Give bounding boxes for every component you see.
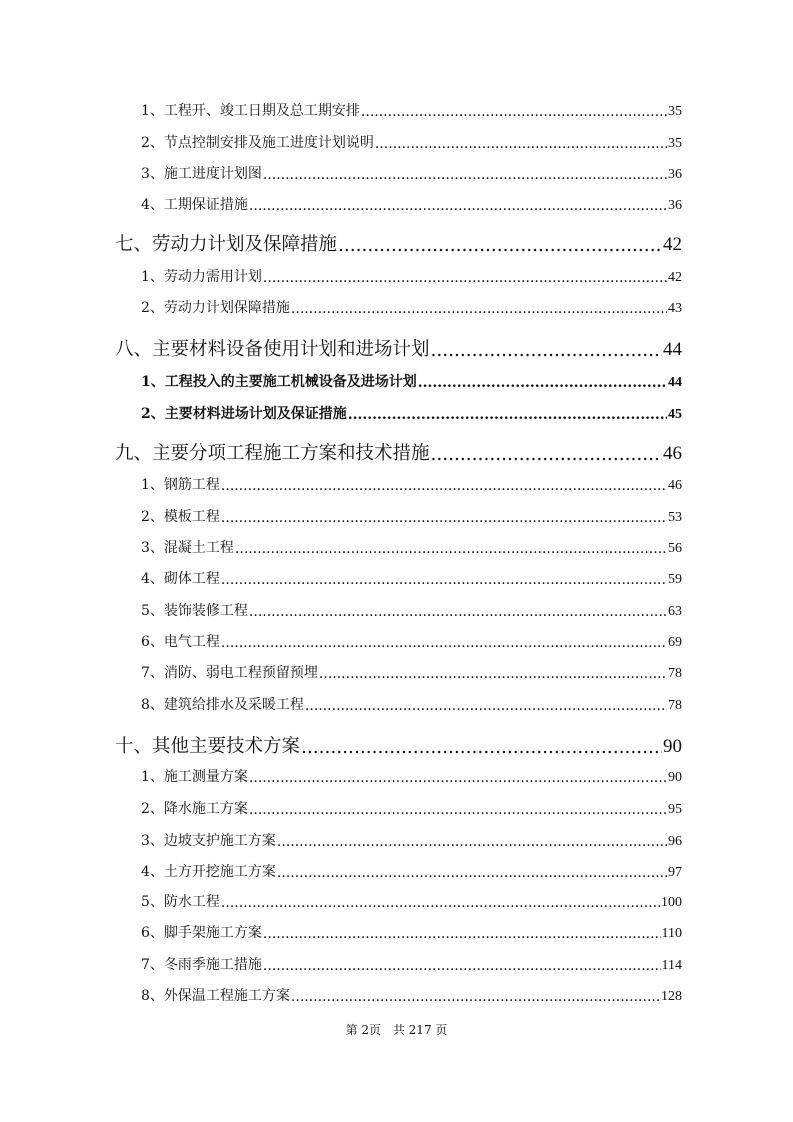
toc-entry-page-number: 44 (663, 339, 682, 360)
toc-entry-page-number: 36 (668, 198, 682, 213)
page-number: 第 2页 (345, 1023, 382, 1037)
toc-entry-title: 九、主要分项工程施工方案和技术措施 (115, 443, 430, 464)
toc-entry-title: 2、节点控制安排及施工进度计划说明 (141, 135, 374, 151)
dot-leader (277, 834, 667, 850)
toc-section-entry[interactable] (141, 660, 682, 682)
toc-entry-title: 4、土方开挖施工方案 (141, 864, 276, 880)
dot-leader (431, 340, 662, 361)
dot-leader (431, 444, 662, 465)
toc-entry-page-number: 100 (661, 895, 682, 910)
toc-entry-title: 5、装饰装修工程 (141, 603, 248, 619)
toc-section-entry[interactable] (141, 295, 682, 317)
toc-section-entry[interactable] (141, 952, 682, 974)
toc-section-entry[interactable] (141, 566, 682, 588)
toc-entry-page-number: 45 (668, 407, 682, 422)
toc-section-entry[interactable] (141, 920, 682, 942)
toc-entry-page-number: 36 (668, 167, 682, 182)
dot-leader (263, 270, 667, 286)
toc-entry-page-number: 63 (668, 604, 682, 619)
toc-chapter-entry[interactable] (115, 728, 682, 758)
toc-entry-page-number: 56 (668, 541, 682, 556)
dot-leader (221, 572, 667, 588)
toc-section-entry[interactable] (141, 98, 682, 120)
toc-entry-page-number: 96 (668, 834, 682, 849)
toc-entry-page-number: 35 (668, 136, 682, 151)
toc-section-entry[interactable] (141, 828, 682, 850)
toc-chapter-entry[interactable] (115, 226, 682, 256)
toc-entry-title: 1、施工测量方案 (141, 769, 248, 785)
dot-leader (221, 635, 667, 651)
toc-chapter-entry[interactable] (115, 331, 682, 361)
page-footer (0, 1021, 793, 1038)
toc-section-entry[interactable] (141, 130, 682, 152)
dot-leader (263, 167, 667, 183)
toc-entry-title: 1、工程开、竣工日期及总工期安排 (141, 103, 360, 119)
toc-entry-title: 4、工期保证措施 (141, 197, 248, 213)
toc-section-entry[interactable] (141, 401, 682, 423)
toc-entry-title: 6、电气工程 (141, 634, 220, 650)
toc-section-entry[interactable] (141, 598, 682, 620)
dot-leader (375, 136, 667, 152)
toc-section-entry[interactable] (141, 264, 682, 286)
dot-leader (301, 737, 662, 758)
toc-chapter-entry[interactable] (115, 435, 682, 465)
toc-entry-page-number: 44 (668, 375, 682, 390)
toc-section-entry[interactable] (141, 369, 682, 391)
toc-entry-page-number: 90 (668, 770, 682, 785)
toc-entry-title: 2、劳动力计划保障措施 (141, 300, 290, 316)
toc-entry-page-number: 97 (668, 865, 682, 880)
toc-entry-page-number: 114 (661, 958, 682, 973)
dot-leader (319, 666, 667, 682)
toc-section-entry[interactable] (141, 692, 682, 714)
dot-leader (221, 510, 667, 526)
toc-entry-title: 5、防水工程 (141, 894, 220, 910)
toc-entry-title: 1、工程投入的主要施工机械设备及进场计划 (141, 374, 417, 390)
dot-leader (348, 407, 667, 423)
dot-leader (291, 989, 660, 1005)
dot-leader (221, 895, 660, 911)
toc-entry-page-number: 78 (668, 698, 682, 713)
toc-entry-title: 7、冬雨季施工措施 (141, 957, 262, 973)
toc-entry-page-number: 46 (668, 478, 682, 493)
toc-entry-page-number: 78 (668, 666, 682, 681)
toc-entry-title: 4、砌体工程 (141, 571, 220, 587)
dot-leader (221, 478, 667, 494)
toc-entry-title: 7、消防、弱电工程预留预埋 (141, 665, 318, 681)
toc-section-entry[interactable] (141, 192, 682, 214)
toc-entry-page-number: 95 (668, 802, 682, 817)
toc-entry-title: 八、主要材料设备使用计划和进场计划 (115, 339, 430, 360)
dot-leader (249, 770, 667, 786)
page-total: 共 217 页 (392, 1023, 448, 1037)
toc-entry-page-number: 42 (668, 270, 682, 285)
dot-leader (305, 698, 667, 714)
toc-section-entry[interactable] (141, 889, 682, 911)
toc-entry-title: 1、劳动力需用计划 (141, 269, 262, 285)
dot-leader (263, 958, 661, 974)
dot-leader (249, 802, 667, 818)
toc-entry-title: 8、建筑给排水及采暖工程 (141, 697, 304, 713)
toc-section-entry[interactable] (141, 983, 682, 1005)
toc-entry-title: 8、外保温工程施工方案 (141, 988, 290, 1004)
toc-section-entry[interactable] (141, 472, 682, 494)
toc-section-entry[interactable] (141, 859, 682, 881)
toc-entry-page-number: 128 (661, 989, 682, 1004)
toc-entry-title: 2、模板工程 (141, 509, 220, 525)
toc-entry-page-number: 90 (663, 736, 682, 757)
dot-leader (249, 604, 667, 620)
toc-section-entry[interactable] (141, 629, 682, 651)
dot-leader (291, 301, 667, 317)
toc-entry-page-number: 53 (668, 510, 682, 525)
toc-section-entry[interactable] (141, 504, 682, 526)
dot-leader (338, 235, 662, 256)
toc-entry-title: 十、其他主要技术方案 (115, 736, 301, 757)
dot-leader (361, 104, 667, 120)
dot-leader (235, 541, 667, 557)
toc-section-entry[interactable] (141, 796, 682, 818)
toc-entry-page-number: 35 (668, 104, 682, 119)
toc-entry-page-number: 46 (663, 443, 682, 464)
toc-entry-title: 3、施工进度计划图 (141, 166, 262, 182)
toc-entry-page-number: 110 (661, 926, 682, 941)
toc-entry-title: 3、边坡支护施工方案 (141, 833, 276, 849)
dot-leader (249, 198, 667, 214)
toc-section-entry[interactable] (141, 535, 682, 557)
toc-entry-page-number: 43 (668, 301, 682, 316)
dot-leader (263, 926, 661, 942)
toc-entry-page-number: 69 (668, 635, 682, 650)
dot-leader (418, 375, 667, 391)
toc-entry-title: 1、钢筋工程 (141, 477, 220, 493)
toc-section-entry[interactable] (141, 764, 682, 786)
toc-entry-title: 七、劳动力计划及保障措施 (115, 234, 338, 255)
toc-entry-page-number: 42 (663, 234, 682, 255)
toc-entry-title: 6、脚手架施工方案 (141, 925, 262, 941)
toc-entry-page-number: 59 (668, 572, 682, 587)
toc-entry-title: 2、降水施工方案 (141, 801, 248, 817)
dot-leader (277, 865, 667, 881)
toc-entry-title: 2、主要材料进场计划及保证措施 (141, 406, 347, 422)
toc-section-entry[interactable] (141, 161, 682, 183)
toc-entry-title: 3、混凝土工程 (141, 540, 234, 556)
